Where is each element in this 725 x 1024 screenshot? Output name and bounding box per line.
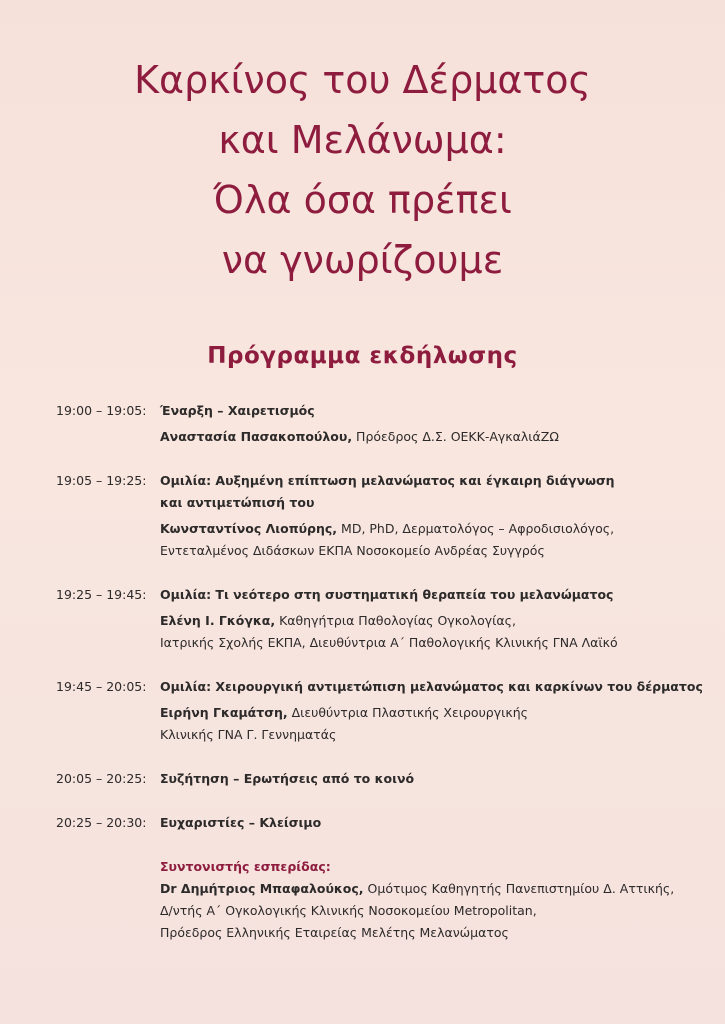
item-time: 19:05 – 19:25: (56, 473, 147, 488)
program-item (56, 400, 716, 448)
item-heading: Ομιλία: Τι νεότερο στη συστηματική θεραπεία του μελανώματος (160, 587, 614, 602)
item-heading: Ευχαριστίες – Κλείσιμο (160, 815, 322, 830)
item-details: Ειρήνη Γκαμάτση, Διευθύντρια Πλαστικής Χειρουργικής Κλινικής ΓΝΑ Γ. Γεννηματάς (160, 705, 528, 742)
item-time: 19:00 – 19:05: (56, 403, 147, 418)
title-line: Καρκίνος του Δέρματος (134, 58, 591, 102)
item-time: 20:05 – 20:25: (56, 771, 147, 786)
program-item (56, 676, 716, 746)
event-title (0, 50, 725, 290)
speaker-name: Ελένη Ι. Γκόγκα, (160, 613, 276, 628)
item-time: 20:25 – 20:30: (56, 815, 147, 830)
title-line: και Μελάνωμα: (218, 118, 507, 162)
speaker-name: Αναστασία Πασακοπούλου, (160, 429, 353, 444)
speaker-name: Κωνσταντίνος Λιοπύρης, (160, 521, 338, 536)
program-item (56, 470, 716, 562)
item-heading: Ομιλία: Αυξημένη επίπτωση μελανώματος και έγκαιρη διάγνωση και αντιμετώπισή του (160, 473, 615, 510)
program-item (56, 812, 716, 834)
program-item (56, 768, 716, 790)
item-details: Κωνσταντίνος Λιοπύρης, MD, PhD, Δερματολόγος – Αφροδισιολόγος, Εντεταλμένος Διδάσκων ΕΚΠΑ Νοσοκομείο Ανδρέας Συγγρός (160, 521, 615, 558)
title-line: Όλα όσα πρέπει (213, 178, 512, 222)
moderator-block: Συντονιστής εσπερίδας: Dr Δημήτριος Μπαφαλούκος, Ομότιμος Καθηγητής Πανεπιστημίου Δ. Αττικής, Δ/ντής Α΄ Ογκολογικής Κλινικής Νοσοκομείου Metropolitan, Πρόεδρος Ελληνικής Εταιρείας Μελέτης Μελανώματος (160, 856, 716, 944)
item-time: 19:45 – 20:05: (56, 679, 147, 694)
program-list (56, 400, 716, 944)
program-item (56, 584, 716, 654)
item-heading: Έναρξη – Χαιρετισμός (160, 403, 315, 418)
title-line: να γνωρίζουμε (221, 238, 504, 282)
item-time: 19:25 – 19:45: (56, 587, 147, 602)
speaker-name: Ειρήνη Γκαμάτση, (160, 705, 288, 720)
program-heading: Πρόγραμμα εκδήλωσης (207, 343, 518, 369)
item-heading: Ομιλία: Χειρουργική αντιμετώπιση μελανώματος και καρκίνων του δέρματος (160, 679, 703, 694)
moderator-name: Dr Δημήτριος Μπαφαλούκος, (160, 881, 364, 896)
item-details: Αναστασία Πασακοπούλου, Πρόεδρος Δ.Σ. ΟΕΚΚ-ΑγκαλιάΖΩ (160, 429, 559, 444)
item-heading: Συζήτηση – Ερωτήσεις από το κοινό (160, 771, 415, 786)
item-details: Ελένη Ι. Γκόγκα, Καθηγήτρια Παθολογίας Ογκολογίας, Ιατρικής Σχολής ΕΚΠΑ, Διευθύντρια Α΄ Παθολογικής Κλινικής ΓΝΑ Λαϊκό (160, 613, 618, 650)
moderator-label: Συντονιστής εσπερίδας: (160, 859, 331, 874)
